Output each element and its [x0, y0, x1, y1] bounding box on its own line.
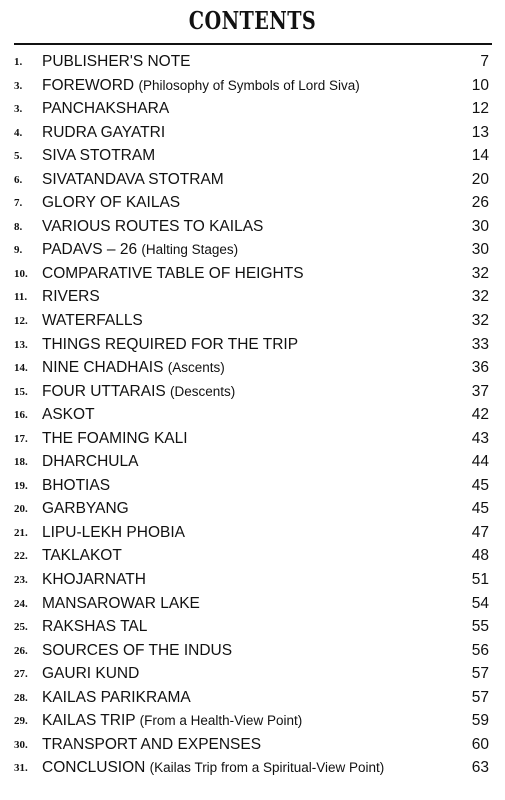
toc-entry-subtitle: (From a Health-View Point) [139, 713, 303, 729]
toc-entry-subtitle: (Philosophy of Symbols of Lord Siva) [138, 77, 360, 93]
toc-entry-title-group [42, 642, 232, 660]
toc-entry-page-number: 44 [471, 453, 489, 471]
toc-entry [0, 75, 505, 99]
toc-entry [0, 169, 505, 193]
toc-entry-page-number: 60 [471, 735, 489, 753]
toc-list [0, 51, 505, 781]
toc-entry-number: 3. [14, 103, 23, 116]
toc-entry-title: SOURCES OF THE INDUS [42, 641, 233, 659]
toc-entry-title-group [42, 77, 360, 95]
toc-entry [0, 263, 505, 287]
toc-entry-subtitle: (Kailas Trip from a Spiritual-View Point) [149, 760, 385, 776]
toc-entry-number: 3. [14, 79, 23, 92]
toc-entry-title-group [42, 547, 122, 565]
toc-entry [0, 569, 505, 593]
toc-entry-title: RAKSHAS TAL [42, 618, 148, 636]
toc-entry [0, 710, 505, 734]
toc-entry-number: 7. [14, 197, 23, 210]
toc-entry-number: 8. [14, 220, 23, 233]
toc-entry-subtitle: (Ascents) [167, 360, 225, 376]
toc-entry-title: KHOJARNATH [42, 571, 146, 589]
toc-entry-number: 19. [14, 479, 28, 492]
toc-entry-page-number: 32 [471, 288, 489, 306]
toc-entry-number: 23. [14, 574, 28, 587]
toc-entry-title: TRANSPORT AND EXPENSES [42, 735, 262, 753]
toc-entry-title-group [42, 194, 180, 212]
toc-entry-number: 16. [14, 409, 28, 422]
toc-entry-title: PUBLISHER'S NOTE [42, 53, 191, 70]
toc-entry-title: CONCLUSION [42, 759, 146, 777]
toc-entry-title-group [42, 500, 129, 518]
toc-entry-number: 13. [14, 338, 28, 351]
toc-entry [0, 122, 505, 146]
toc-entry-number: 22. [14, 550, 28, 563]
toc-entry-title: THINGS REQUIRED FOR THE TRIP [42, 335, 299, 353]
toc-entry-title: FOUR UTTARAIS [42, 382, 166, 400]
toc-entry [0, 381, 505, 405]
toc-entry [0, 687, 505, 711]
toc-entry-title-group [42, 759, 384, 777]
toc-entry-title-group [42, 383, 235, 401]
toc-entry-title: WATERFALLS [42, 312, 143, 330]
toc-entry-title: PANCHAKSHARA [42, 100, 170, 118]
toc-entry [0, 640, 505, 664]
toc-entry-number: 9. [14, 244, 23, 257]
toc-entry [0, 475, 505, 499]
toc-entry-page-number: 33 [471, 335, 489, 353]
toc-entry [0, 616, 505, 640]
toc-entry [0, 663, 505, 687]
toc-entry-title-group [42, 265, 304, 283]
toc-entry-title-group [42, 312, 143, 330]
toc-entry-page-number: 26 [471, 194, 489, 212]
toc-entry-title-group [42, 53, 191, 71]
toc-entry-number: 4. [14, 126, 23, 139]
toc-entry [0, 545, 505, 569]
toc-entry-page-number: 55 [471, 618, 489, 636]
toc-entry-number: 5. [14, 150, 23, 163]
toc-entry-title-group [42, 147, 155, 165]
toc-entry [0, 286, 505, 310]
toc-entry-page-number: 36 [471, 359, 489, 377]
toc-entry-number: 14. [14, 362, 28, 375]
toc-entry-number: 25. [14, 621, 28, 634]
toc-entry-page-number: 12 [471, 100, 489, 118]
toc-entry [0, 428, 505, 452]
toc-entry [0, 310, 505, 334]
toc-entry-number: 12. [14, 315, 28, 328]
toc-entry-title: GAURI KUND [42, 665, 140, 683]
toc-entry-title: LIPU-LEKH PHOBIA [42, 523, 185, 541]
toc-entry-title: DHARCHULA [42, 453, 139, 471]
toc-entry-title-group [42, 571, 146, 589]
toc-entry-title: SIVA STOTRAM [42, 147, 156, 165]
toc-entry [0, 451, 505, 475]
toc-entry-title-group [42, 736, 261, 754]
toc-entry [0, 734, 505, 758]
toc-entry-title: COMPARATIVE TABLE OF HEIGHTS [42, 264, 304, 282]
toc-entry-page-number: 45 [471, 500, 489, 518]
toc-entry-title: SIVATANDAVA STOTRAM [42, 170, 224, 188]
toc-entry-page-number: 30 [471, 217, 489, 235]
toc-entry [0, 239, 505, 263]
toc-entry-page-number: 30 [471, 241, 489, 259]
toc-entry-title: ASKOT [42, 406, 95, 424]
toc-entry-title-group [42, 241, 238, 259]
toc-entry-title: GLORY OF KAILAS [42, 194, 181, 212]
toc-entry-title-group [42, 524, 185, 542]
toc-entry-title: KAILAS PARIKRAMA [42, 688, 191, 706]
toc-entry-page-number: 54 [471, 594, 489, 612]
toc-entry-number: 15. [14, 385, 28, 398]
toc-entry-title-group [42, 712, 302, 730]
toc-entry-title: PADAVS – 26 [42, 241, 138, 259]
toc-entry-title: TAKLAKOT [42, 547, 122, 565]
toc-entry [0, 98, 505, 122]
toc-entry-title: MANSAROWAR LAKE [42, 594, 200, 612]
toc-entry [0, 216, 505, 240]
toc-entry-page-number: 7 [480, 53, 489, 70]
toc-entry [0, 757, 505, 781]
toc-entry [0, 357, 505, 381]
toc-entry-number: 27. [14, 668, 28, 681]
toc-entry-title-group [42, 336, 298, 354]
toc-entry [0, 498, 505, 522]
toc-entry-number: 29. [14, 715, 28, 728]
toc-entry-title-group [42, 453, 138, 471]
toc-entry-page-number: 59 [471, 712, 489, 730]
toc-entry-title: RIVERS [42, 288, 100, 306]
toc-entry-subtitle: (Halting Stages) [141, 242, 239, 258]
toc-entry-page-number: 51 [471, 571, 489, 589]
toc-entry-page-number: 10 [471, 76, 489, 94]
toc-entry-title: GARBYANG [42, 500, 129, 518]
toc-entry-number: 30. [14, 738, 28, 751]
toc-entry-title-group [42, 406, 95, 424]
toc-entry-title: NINE CHADHAIS [42, 359, 164, 377]
toc-entry-title-group [42, 477, 110, 495]
toc-entry-title: VARIOUS ROUTES TO KAILAS [42, 217, 264, 235]
toc-entry-number: 1. [14, 56, 23, 68]
toc-entry [0, 593, 505, 617]
toc-entry-title: THE FOAMING KALI [42, 429, 188, 447]
toc-entry [0, 51, 505, 75]
toc-entry-title-group [42, 595, 200, 613]
toc-entry [0, 522, 505, 546]
toc-entry-page-number: 43 [471, 429, 489, 447]
toc-entry-page-number: 32 [471, 264, 489, 282]
toc-entry-title: RUDRA GAYATRI [42, 123, 166, 141]
toc-entry-number: 6. [14, 173, 23, 186]
toc-entry-title-group [42, 665, 139, 683]
toc-entry-title-group [42, 100, 169, 118]
toc-entry-title: BHOTIAS [42, 476, 111, 494]
toc-entry-page-number: 32 [471, 312, 489, 330]
toc-entry-title-group [42, 124, 165, 142]
toc-entry [0, 145, 505, 169]
toc-entry-title-group [42, 618, 147, 636]
toc-entry-title-group [42, 430, 188, 448]
toc-entry-title: KAILAS TRIP [42, 712, 136, 730]
toc-entry-page-number: 20 [471, 170, 489, 188]
toc-entry-page-number: 56 [471, 641, 489, 659]
toc-entry [0, 334, 505, 358]
toc-entry-number: 11. [14, 291, 28, 304]
toc-entry [0, 192, 505, 216]
toc-entry-title-group [42, 689, 191, 707]
toc-entry-page-number: 47 [471, 523, 489, 541]
toc-entry-number: 24. [14, 597, 28, 610]
title-rule [14, 43, 492, 45]
toc-entry-page-number: 48 [471, 547, 489, 565]
toc-entry-number: 21. [14, 526, 28, 539]
toc-entry-number: 28. [14, 691, 28, 704]
toc-entry-subtitle: (Descents) [170, 383, 236, 399]
toc-entry-number: 20. [14, 503, 28, 516]
toc-entry-number: 10. [14, 267, 28, 280]
toc-entry-title: FOREWORD [42, 76, 135, 94]
toc-entry-page-number: 14 [471, 147, 489, 165]
toc-entry-number: 31. [14, 762, 28, 775]
toc-entry-number: 26. [14, 644, 28, 657]
toc-entry-page-number: 45 [471, 476, 489, 494]
page-title: CONTENTS [188, 6, 317, 35]
toc-entry-page-number: 63 [471, 759, 489, 777]
toc-entry-title-group [42, 218, 263, 236]
toc-entry [0, 404, 505, 428]
toc-entry-number: 18. [14, 456, 28, 469]
toc-entry-page-number: 42 [471, 406, 489, 424]
toc-entry-title-group [42, 359, 225, 377]
toc-entry-title-group [42, 171, 224, 189]
toc-entry-page-number: 37 [471, 382, 489, 400]
toc-entry-page-number: 57 [471, 665, 489, 683]
toc-entry-page-number: 13 [471, 123, 489, 141]
toc-entry-number: 17. [14, 432, 28, 445]
toc-entry-title-group [42, 288, 100, 306]
toc-entry-page-number: 57 [471, 688, 489, 706]
